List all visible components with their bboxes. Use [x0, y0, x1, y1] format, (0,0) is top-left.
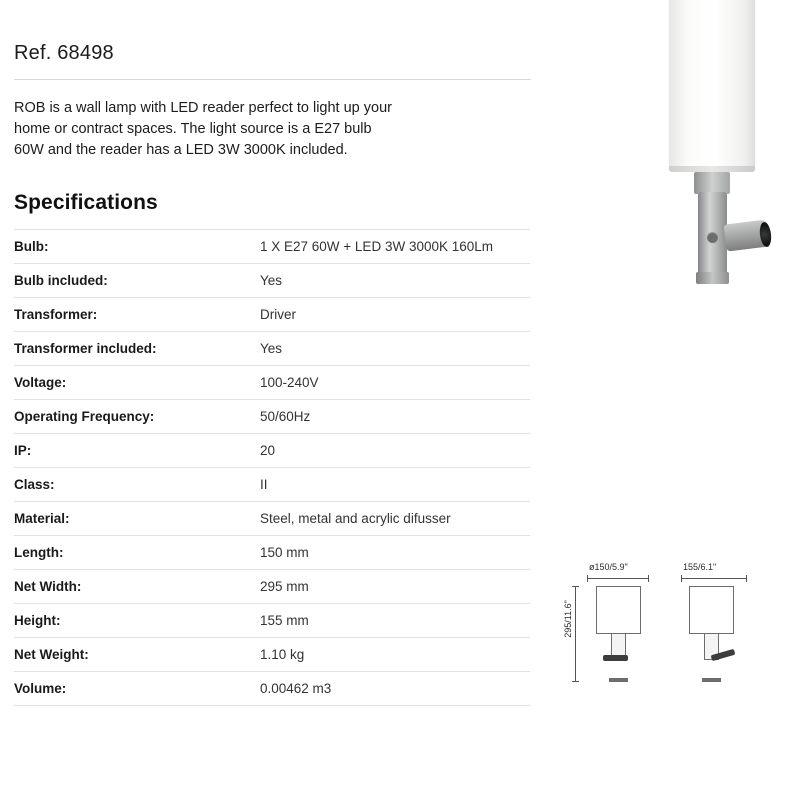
spec-value: 155 mm — [260, 613, 309, 628]
specifications-heading: Specifications — [14, 191, 158, 214]
measure-tick — [572, 586, 579, 587]
spec-value: Yes — [260, 341, 283, 356]
product-photo — [557, 0, 800, 335]
table-row — [14, 638, 530, 672]
spec-value: 50/60Hz — [260, 409, 311, 424]
lamp-base-graphic — [696, 272, 729, 284]
measure-tick — [572, 681, 579, 682]
spec-value: 150 mm — [260, 545, 309, 560]
drawing-front-base — [609, 678, 628, 682]
table-row — [14, 400, 530, 434]
spec-label: Height: — [14, 613, 61, 628]
lamp-arm-top-graphic — [694, 172, 730, 194]
drawing-front-shade — [596, 586, 641, 634]
spec-label: Operating Frequency: — [14, 409, 155, 424]
table-row — [14, 264, 530, 298]
spec-label: Bulb: — [14, 239, 49, 254]
spec-label: Volume: — [14, 681, 67, 696]
spec-value: 1 X E27 60W + LED 3W 3000K 160Lm — [260, 239, 494, 254]
drawing-side-base — [702, 678, 721, 682]
spec-value: 20 — [260, 443, 276, 458]
drawing-side-shade — [689, 586, 734, 634]
specifications-table-body — [14, 230, 530, 706]
spec-label: Voltage: — [14, 375, 67, 390]
spec-label: Class: — [14, 477, 55, 492]
right-media-column — [545, 0, 800, 800]
dimension-drawing — [561, 552, 791, 697]
spec-label: Length: — [14, 545, 64, 560]
spec-label: Material: — [14, 511, 70, 526]
drawing-front-reader — [603, 655, 628, 661]
specifications-table — [14, 229, 530, 706]
spec-label: IP: — [14, 443, 32, 458]
spec-value: 295 mm — [260, 579, 309, 594]
page-title: Ref. 68498 — [14, 42, 114, 64]
reference-block — [14, 42, 531, 80]
spec-label: Transformer: — [14, 307, 98, 322]
dimension-label-width: 295/11.6" — [562, 600, 573, 638]
measure-tick — [648, 575, 649, 582]
spec-value: Steel, metal and acrylic difusser — [260, 511, 451, 526]
table-row — [14, 298, 530, 332]
measure-tick — [587, 575, 588, 582]
spec-value: Yes — [260, 273, 283, 288]
spec-value: 0.00462 m3 — [260, 681, 332, 696]
table-row — [14, 672, 530, 706]
table-row — [14, 366, 530, 400]
table-row — [14, 502, 530, 536]
spec-label: Bulb included: — [14, 273, 108, 288]
table-row — [14, 604, 530, 638]
spec-value: II — [260, 477, 268, 492]
spec-label: Transformer included: — [14, 341, 157, 356]
spec-label: Net Weight: — [14, 647, 89, 662]
table-row — [14, 230, 530, 264]
lamp-shade-graphic — [669, 0, 755, 170]
table-row — [14, 468, 530, 502]
product-description: ROB is a wall lamp with LED reader perfect to light up your home or contract spaces. The light source is a E27 bulb 60W and the reader has a LED 3W 3000K included. — [14, 100, 392, 158]
table-row — [14, 536, 530, 570]
measure-line-top-right — [681, 578, 747, 579]
measure-line-left — [575, 586, 576, 682]
table-row — [14, 332, 530, 366]
spec-value: 1.10 kg — [260, 647, 305, 662]
measure-tick — [746, 575, 747, 582]
dimension-label-height: 155/6.1" — [683, 562, 717, 572]
spec-value: 100-240V — [260, 375, 319, 390]
measure-tick — [681, 575, 682, 582]
table-row — [14, 570, 530, 604]
table-row — [14, 434, 530, 468]
measure-line-top-left — [587, 578, 649, 579]
spec-label: Net Width: — [14, 579, 82, 594]
dimension-label-diameter: ø150/5.9" — [589, 562, 628, 572]
spec-value: Driver — [260, 307, 296, 322]
switch-button-graphic — [707, 232, 718, 243]
